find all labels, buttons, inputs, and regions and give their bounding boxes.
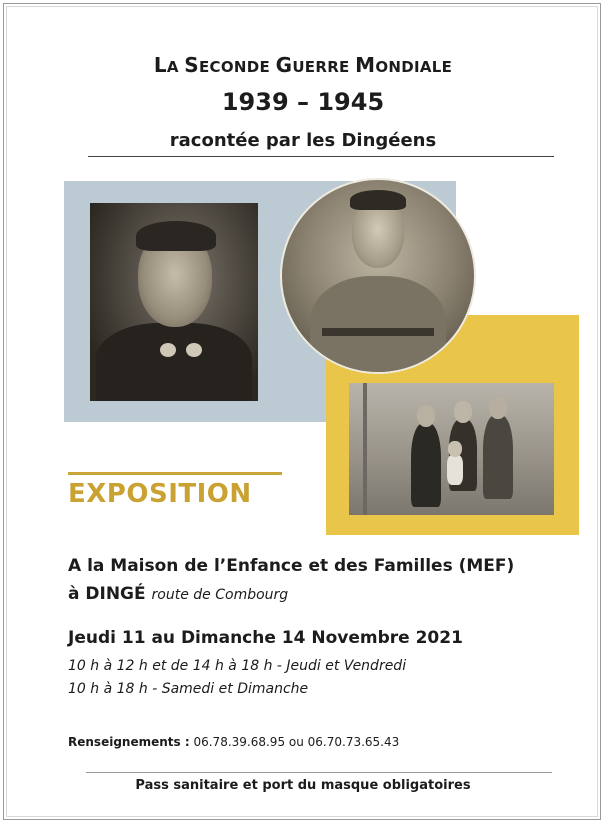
contact-phones: 06.78.39.68.95 ou 06.70.73.65.43 (193, 735, 400, 749)
person-man-head (454, 401, 472, 423)
person-left-head (417, 405, 435, 427)
footer-notice: Pass sanitaire et port du masque obligatoires (135, 778, 471, 793)
event-dates: Jeudi 11 au Dimanche 14 Novembre 2021 (68, 628, 463, 648)
poster-years: 1939 – 1945 (221, 88, 385, 116)
wall-line (363, 383, 367, 515)
portrait-uniform (96, 323, 252, 401)
hours-weekend: 10 h à 18 h - Samedi et Dimanche (68, 681, 309, 697)
collar-insignia (160, 343, 176, 357)
photo-soldier-oval (280, 178, 476, 374)
exposition-rule (68, 472, 282, 475)
person-woman (483, 415, 513, 499)
collar-insignia (186, 343, 202, 357)
poster-subtitle: racontée par les Dingéens (169, 130, 437, 151)
oval-belt (322, 328, 434, 336)
contact-label: Renseignements : (68, 735, 190, 749)
exposition-heading: EXPOSITION (68, 479, 252, 509)
child (447, 455, 463, 485)
child-head (448, 441, 462, 457)
photo-family-group (349, 383, 554, 515)
photo-soldier-portrait (90, 203, 258, 401)
poster-title: LA SECONDE GUERRE MONDIALE (153, 53, 453, 77)
title-divider (88, 156, 554, 157)
oval-hair (350, 190, 406, 210)
portrait-hair (136, 221, 216, 251)
town-name: à DINGÉ (68, 584, 146, 604)
footer-divider (86, 772, 552, 773)
venue-line: A la Maison de l’Enfance et des Familles (MEF) (68, 556, 515, 576)
person-woman-head (489, 397, 507, 419)
contact-info (68, 735, 399, 749)
person-left (411, 423, 441, 507)
town-line (68, 584, 288, 604)
oval-uniform (310, 276, 446, 374)
route-name: route de Combourg (151, 587, 289, 603)
hours-weekday: 10 h à 12 h et de 14 h à 18 h - Jeudi et Vendredi (68, 658, 407, 674)
